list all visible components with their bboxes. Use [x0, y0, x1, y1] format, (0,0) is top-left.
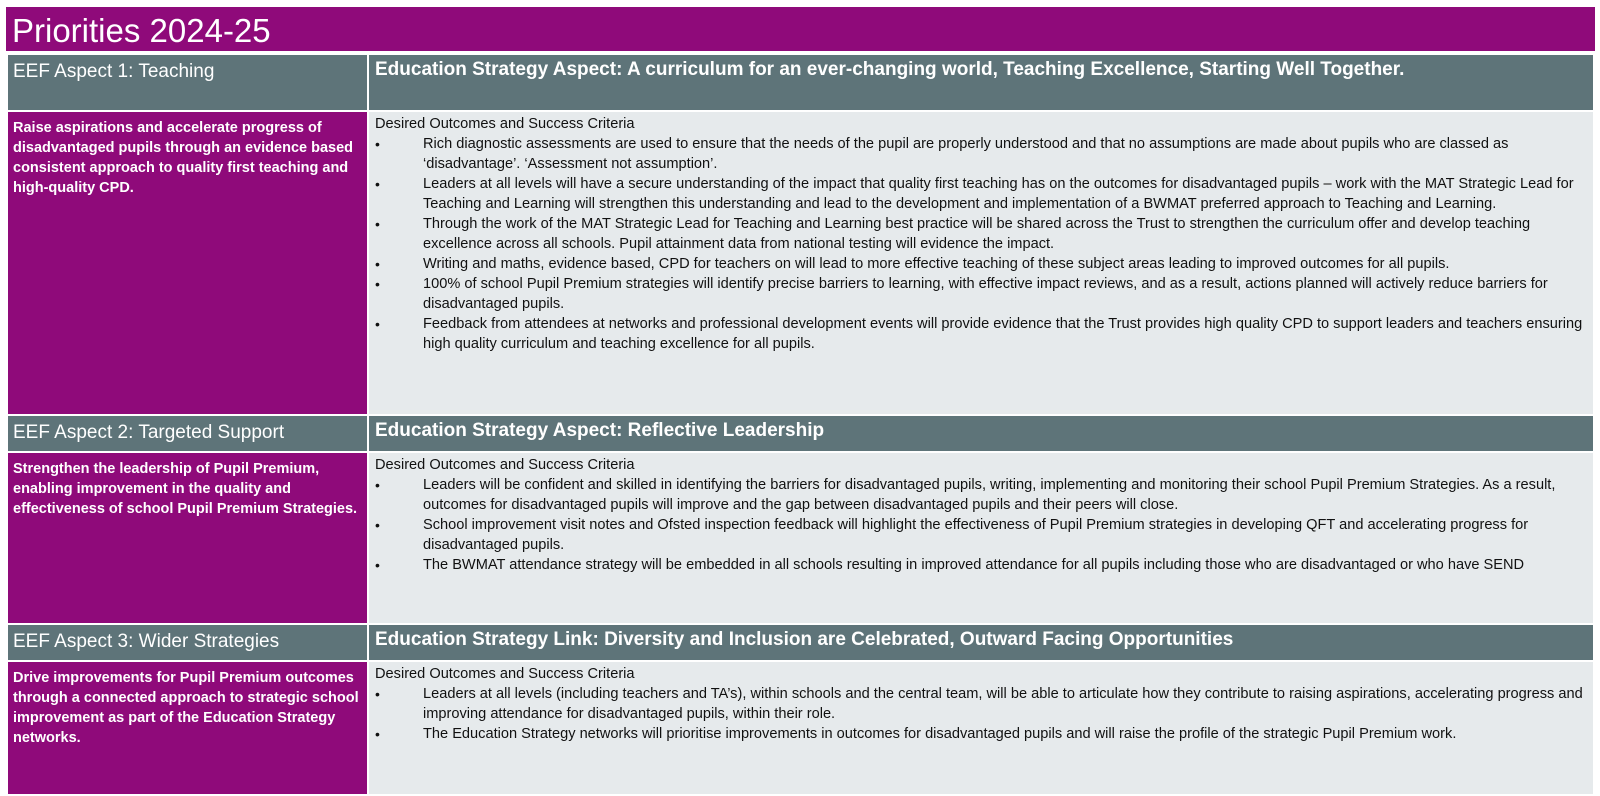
outcome-bullet: • Leaders at all levels (including teachers and TA’s), within schools and the central team, will be able to articulate how they contribute to raising aspirations, accelerating progress and improving attendance for disadvantaged pupils, within their role.	[375, 684, 1587, 724]
education-strategy-heading: Education Strategy Aspect: A curriculum for an ever-changing world, Teaching Excellence, Starting Well Together.	[368, 54, 1594, 111]
priority-statement: Strengthen the leadership of Pupil Premium, enabling improvement in the quality and effectiveness of school Pupil Premium Strategies.	[7, 452, 368, 624]
section-header-row	[7, 415, 1594, 452]
priority-statement: Raise aspirations and accelerate progress of disadvantaged pupils through an evidence based consistent approach to quality first teaching and high-quality CPD.	[7, 111, 368, 415]
outcomes-list	[375, 134, 1587, 354]
education-strategy-heading: Education Strategy Link: Diversity and Inclusion are Celebrated, Outward Facing Opportunities	[368, 624, 1594, 661]
outcomes-list	[375, 684, 1587, 744]
outcomes-cell	[368, 661, 1594, 795]
outcomes-cell	[368, 452, 1594, 624]
outcome-bullet: • Writing and maths, evidence based, CPD for teachers on will lead to more effective teaching of these subject areas leading to improved outcomes for all pupils.	[375, 254, 1587, 274]
outcome-bullet: • 100% of school Pupil Premium strategies will identify precise barriers to learning, with effective impact reviews, and as a result, actions planned will actively reduce barriers for disadvantaged pupils.	[375, 274, 1587, 314]
priorities-document	[6, 7, 1595, 796]
outcomes-label: Desired Outcomes and Success Criteria	[375, 457, 635, 473]
outcome-bullet: • Through the work of the MAT Strategic Lead for Teaching and Learning best practice will be shared across the Trust to strengthen the curriculum offer and develop teaching excellence across all schools. Pupil attainment data from national testing will evidence the impact.	[375, 214, 1587, 254]
outcome-bullet: • The BWMAT attendance strategy will be embedded in all schools resulting in improved attendance for all pupils including those who are disadvantaged or who have SEND	[375, 555, 1587, 575]
priorities-table	[6, 53, 1595, 796]
outcome-bullet: • School improvement visit notes and Ofsted inspection feedback will highlight the effectiveness of Pupil Premium strategies in developing QFT and accelerating progress for disadvantaged pupils.	[375, 515, 1587, 555]
priority-statement: Drive improvements for Pupil Premium outcomes through a connected approach to strategic school improvement as part of the Education Strategy networks.	[7, 661, 368, 795]
outcomes-list	[375, 475, 1587, 575]
section-header-row	[7, 54, 1594, 111]
outcomes-cell	[368, 111, 1594, 415]
page-title: Priorities 2024-25	[6, 7, 1595, 53]
eef-aspect-heading: EEF Aspect 2: Targeted Support	[7, 415, 368, 452]
outcome-bullet: • Leaders will be confident and skilled in identifying the barriers for disadvantaged pupils, writing, implementing and monitoring their school Pupil Premium Strategies. As a result, outcomes for disadvantaged pupils will improve and the gap between disadvantaged pupils and their peers will close.	[375, 475, 1587, 515]
outcome-bullet: • Feedback from attendees at networks and professional development events will provide evidence that the Trust provides high quality CPD to support leaders and teachers ensuring high quality curriculum and teaching excellence for all pupils.	[375, 314, 1587, 354]
outcomes-label: Desired Outcomes and Success Criteria	[375, 116, 635, 132]
section-body-row	[7, 452, 1594, 624]
outcome-bullet: • Rich diagnostic assessments are used to ensure that the needs of the pupil are properly understood and that no assumptions are made about pupils who are classed as ‘disadvantage’. ‘Assessment not assumption’.	[375, 134, 1587, 174]
outcomes-label: Desired Outcomes and Success Criteria	[375, 666, 635, 682]
education-strategy-heading: Education Strategy Aspect: Reflective Leadership	[368, 415, 1594, 452]
outcome-bullet: • Leaders at all levels will have a secure understanding of the impact that quality first teaching has on the outcomes for disadvantaged pupils – work with the MAT Strategic Lead for Teaching and Learning will strengthen this understanding and lead to the development and implementation of a BWMAT preferred approach to Teaching and Learning.	[375, 174, 1587, 214]
section-body-row	[7, 111, 1594, 415]
eef-aspect-heading: EEF Aspect 1: Teaching	[7, 54, 368, 111]
section-body-row	[7, 661, 1594, 795]
section-header-row	[7, 624, 1594, 661]
eef-aspect-heading: EEF Aspect 3: Wider Strategies	[7, 624, 368, 661]
outcome-bullet: • The Education Strategy networks will prioritise improvements in outcomes for disadvantaged pupils and will raise the profile of the strategic Pupil Premium work.	[375, 724, 1587, 744]
